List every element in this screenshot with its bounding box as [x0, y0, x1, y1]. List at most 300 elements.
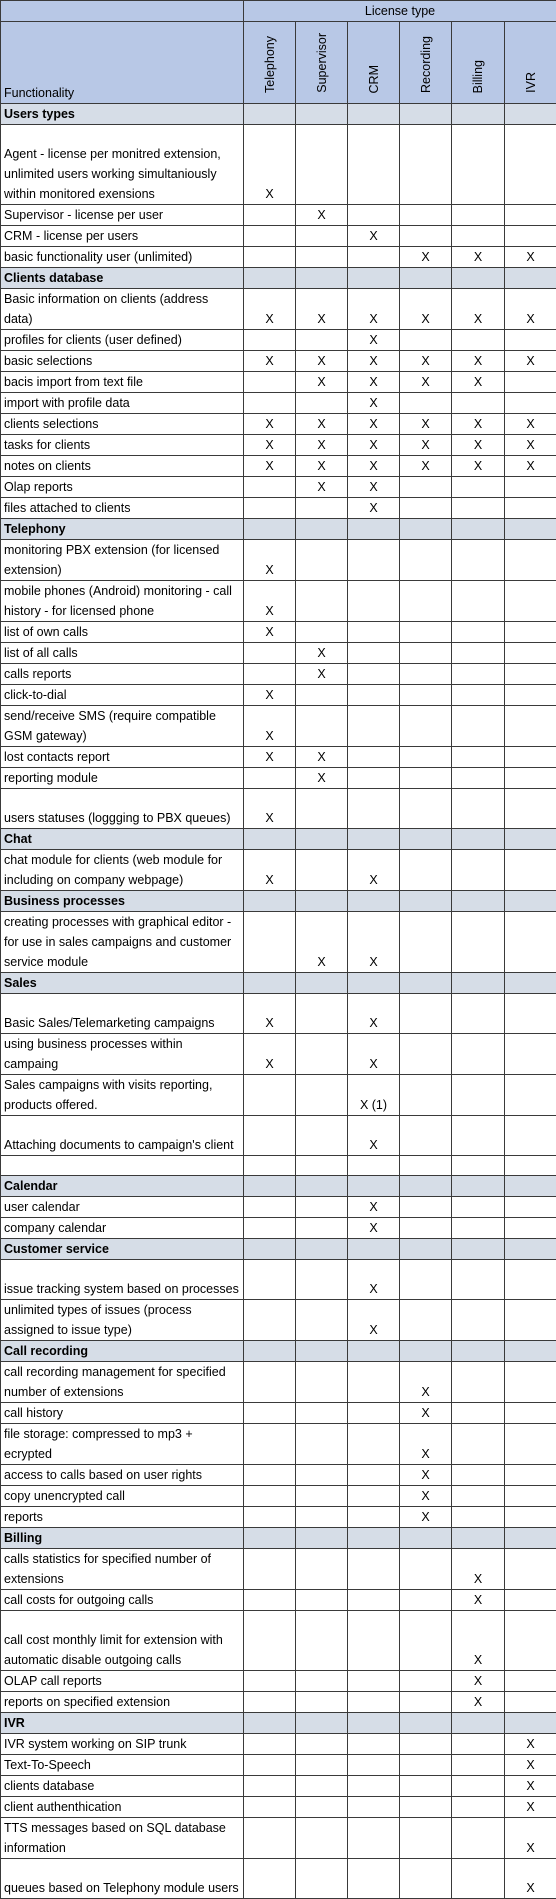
- feature-row: [1, 1549, 556, 1590]
- license-mark-crm: [348, 747, 400, 768]
- section-filler-cell: [244, 973, 296, 994]
- section-filler-cell: [452, 1528, 505, 1549]
- license-mark-telephony: X: [244, 289, 296, 330]
- feature-row: [1, 581, 556, 622]
- license-mark-recording: [400, 850, 452, 891]
- license-mark-telephony: [244, 1116, 296, 1156]
- license-mark-supervisor: X: [296, 351, 348, 372]
- license-mark-crm: X: [348, 1116, 400, 1156]
- license-mark-crm: [348, 1776, 400, 1797]
- license-mark-recording: [400, 1590, 452, 1611]
- license-mark-billing: [452, 1218, 505, 1239]
- license-mark-billing: X: [452, 351, 505, 372]
- license-mark-ivr: [505, 1465, 556, 1486]
- license-mark-crm: [348, 205, 400, 226]
- license-mark-billing: [452, 1116, 505, 1156]
- feature-row: [1, 1218, 556, 1239]
- section-filler-cell: [348, 973, 400, 994]
- license-mark-supervisor: [296, 1260, 348, 1300]
- license-mark-billing: [452, 850, 505, 891]
- feature-row: [1, 685, 556, 706]
- feature-label: clients database: [1, 1776, 244, 1797]
- license-mark-supervisor: [296, 1034, 348, 1075]
- section-filler-cell: [400, 1341, 452, 1362]
- section-filler-cell: [348, 1713, 400, 1734]
- license-mark-ivr: [505, 1671, 556, 1692]
- license-mark-telephony: X: [244, 435, 296, 456]
- section-title: Business processes: [1, 891, 244, 912]
- feature-row: [1, 994, 556, 1034]
- license-mark-telephony: X: [244, 1034, 296, 1075]
- feature-label: list of all calls: [1, 643, 244, 664]
- license-mark-telephony: [244, 226, 296, 247]
- feature-label: reports: [1, 1507, 244, 1528]
- license-mark-telephony: [244, 1549, 296, 1590]
- license-mark-crm: [348, 1507, 400, 1528]
- section-title: IVR: [1, 1713, 244, 1734]
- license-mark-telephony: [244, 477, 296, 498]
- license-mark-supervisor: [296, 226, 348, 247]
- license-mark-crm: X: [348, 1300, 400, 1341]
- feature-row: [1, 789, 556, 829]
- feature-label: call costs for outgoing calls: [1, 1590, 244, 1611]
- section-filler-cell: [244, 1713, 296, 1734]
- license-mark-crm: X: [348, 289, 400, 330]
- license-mark-supervisor: X: [296, 435, 348, 456]
- license-mark-crm: [348, 1465, 400, 1486]
- license-mark-telephony: [244, 1611, 296, 1671]
- license-mark-recording: [400, 540, 452, 581]
- license-mark-telephony: X: [244, 850, 296, 891]
- section-filler-cell: [244, 1528, 296, 1549]
- feature-label: Attaching documents to campaign's client: [1, 1116, 244, 1156]
- feature-row: [1, 1507, 556, 1528]
- section-filler-cell: [505, 1341, 556, 1362]
- section-title: Call recording: [1, 1341, 244, 1362]
- license-mark-ivr: [505, 226, 556, 247]
- license-mark-supervisor: X: [296, 205, 348, 226]
- feature-row: [1, 125, 556, 205]
- feature-label: notes on clients: [1, 456, 244, 477]
- feature-label: unlimited types of issues (process assigned to issue type): [1, 1300, 244, 1341]
- license-mark-crm: X: [348, 498, 400, 519]
- license-mark-billing: [452, 1776, 505, 1797]
- license-mark-billing: [452, 1424, 505, 1465]
- license-mark-billing: X: [452, 1590, 505, 1611]
- license-mark-supervisor: [296, 622, 348, 643]
- license-mark-billing: [452, 1260, 505, 1300]
- license-mark-supervisor: [296, 706, 348, 747]
- license-mark-billing: [452, 622, 505, 643]
- section-row: [1, 829, 556, 850]
- section-filler-cell: [348, 519, 400, 540]
- feature-row: [1, 330, 556, 351]
- license-mark-recording: [400, 1260, 452, 1300]
- license-mark-ivr: X: [505, 1755, 556, 1776]
- license-mark-billing: X: [452, 289, 505, 330]
- license-mark-supervisor: X: [296, 643, 348, 664]
- license-mark-ivr: [505, 1116, 556, 1156]
- license-mark-crm: [348, 664, 400, 685]
- license-mark-billing: [452, 498, 505, 519]
- feature-row: [1, 1075, 556, 1116]
- license-mark-crm: [348, 1755, 400, 1776]
- section-filler-cell: [348, 1239, 400, 1260]
- license-mark-crm: [348, 1403, 400, 1424]
- license-mark-telephony: [244, 1218, 296, 1239]
- feature-label: call recording management for specified number of extensions: [1, 1362, 244, 1403]
- license-mark-ivr: X: [505, 1818, 556, 1859]
- license-mark-billing: [452, 912, 505, 973]
- column-header-label: Telephony: [260, 34, 280, 97]
- feature-row: [1, 540, 556, 581]
- license-mark-supervisor: [296, 1734, 348, 1755]
- license-mark-telephony: X: [244, 125, 296, 205]
- column-header-supervisor: [296, 22, 348, 104]
- license-mark-telephony: [244, 1260, 296, 1300]
- feature-label: client authenthication: [1, 1797, 244, 1818]
- license-mark-recording: [400, 581, 452, 622]
- license-mark-billing: [452, 1755, 505, 1776]
- license-mark-recording: [400, 498, 452, 519]
- license-mark-recording: X: [400, 1424, 452, 1465]
- license-mark-telephony: [244, 643, 296, 664]
- license-mark-supervisor: [296, 1486, 348, 1507]
- feature-row: [1, 1465, 556, 1486]
- column-header-ivr: [505, 22, 556, 104]
- license-mark-crm: [348, 1549, 400, 1590]
- section-filler-cell: [452, 1239, 505, 1260]
- license-mark-crm: X: [348, 226, 400, 247]
- license-mark-telephony: X: [244, 414, 296, 435]
- license-mark-crm: [348, 1362, 400, 1403]
- feature-label: calls statistics for specified number of extensions: [1, 1549, 244, 1590]
- license-mark-billing: [452, 706, 505, 747]
- license-mark-ivr: [505, 1549, 556, 1590]
- license-mark-crm: [348, 1859, 400, 1899]
- section-filler-cell: [244, 1341, 296, 1362]
- feature-label: Sales campaigns with visits reporting, products offered.: [1, 1075, 244, 1116]
- feature-row: [1, 247, 556, 268]
- license-mark-supervisor: [296, 1859, 348, 1899]
- section-filler-cell: [505, 1528, 556, 1549]
- license-mark-recording: X: [400, 1403, 452, 1424]
- license-mark-recording: [400, 226, 452, 247]
- feature-label: call cost monthly limit for extension with automatic disable outgoing calls: [1, 1611, 244, 1671]
- license-mark-recording: [400, 1300, 452, 1341]
- license-mark-billing: X: [452, 1549, 505, 1590]
- feature-row: [1, 664, 556, 685]
- license-mark-recording: [400, 912, 452, 973]
- license-mark-ivr: [505, 1362, 556, 1403]
- license-mark-telephony: [244, 1818, 296, 1859]
- feature-label: Basic information on clients (address data): [1, 289, 244, 330]
- section-filler-cell: [400, 1239, 452, 1260]
- license-mark-ivr: [505, 330, 556, 351]
- license-mark-ivr: [505, 643, 556, 664]
- feature-row: [1, 435, 556, 456]
- feature-row: [1, 414, 556, 435]
- license-mark-supervisor: [296, 685, 348, 706]
- feature-row: [1, 456, 556, 477]
- license-mark-recording: X: [400, 414, 452, 435]
- license-mark-recording: [400, 1116, 452, 1156]
- license-mark-telephony: [244, 498, 296, 519]
- feature-label: access to calls based on user rights: [1, 1465, 244, 1486]
- license-mark-ivr: X: [505, 247, 556, 268]
- license-mark-telephony: X: [244, 685, 296, 706]
- license-mark-recording: [400, 393, 452, 414]
- feature-row: [1, 1776, 556, 1797]
- license-mark-crm: [348, 540, 400, 581]
- license-mark-ivr: [505, 581, 556, 622]
- feature-row: [1, 1424, 556, 1465]
- license-mark-supervisor: X: [296, 414, 348, 435]
- license-mark-supervisor: [296, 393, 348, 414]
- section-filler-cell: [452, 973, 505, 994]
- feature-label: company calendar: [1, 1218, 244, 1239]
- license-mark-telephony: [244, 205, 296, 226]
- license-mark-supervisor: X: [296, 372, 348, 393]
- feature-label: Agent - license per monitred extension, unlimited users working simultaniously within monitored exensions: [1, 125, 244, 205]
- feature-label: reports on specified extension: [1, 1692, 244, 1713]
- section-filler-cell: [296, 268, 348, 289]
- license-mark-crm: [348, 1611, 400, 1671]
- license-mark-ivr: [505, 1197, 556, 1218]
- section-row: [1, 1341, 556, 1362]
- section-row: [1, 891, 556, 912]
- feature-label: file storage: compressed to mp3 + ecrypted: [1, 1424, 244, 1465]
- license-mark-crm: [348, 125, 400, 205]
- license-mark-billing: [452, 1075, 505, 1116]
- section-filler-cell: [400, 1176, 452, 1197]
- section-filler-cell: [348, 1528, 400, 1549]
- license-mark-telephony: [244, 912, 296, 973]
- license-mark-recording: [400, 125, 452, 205]
- license-mark-ivr: [505, 1486, 556, 1507]
- license-mark-recording: X: [400, 351, 452, 372]
- license-mark-billing: [452, 994, 505, 1034]
- license-mark-ivr: [505, 622, 556, 643]
- feature-label: clients selections: [1, 414, 244, 435]
- feature-row: [1, 1671, 556, 1692]
- license-mark-ivr: [505, 1034, 556, 1075]
- license-mark-recording: [400, 1797, 452, 1818]
- license-mark-ivr: [505, 850, 556, 891]
- feature-label: mobile phones (Android) monitoring - call history - for licensed phone: [1, 581, 244, 622]
- license-mark-crm: [348, 768, 400, 789]
- section-filler-cell: [296, 1713, 348, 1734]
- license-mark-crm: X: [348, 1260, 400, 1300]
- license-mark-ivr: X: [505, 1734, 556, 1755]
- license-mark-recording: [400, 664, 452, 685]
- section-filler-cell: [452, 1341, 505, 1362]
- license-mark-supervisor: [296, 1776, 348, 1797]
- license-mark-crm: X: [348, 1034, 400, 1075]
- feature-label: call history: [1, 1403, 244, 1424]
- feature-label: TTS messages based on SQL database information: [1, 1818, 244, 1859]
- section-filler-cell: [400, 519, 452, 540]
- license-mark-billing: [452, 747, 505, 768]
- license-mark-supervisor: [296, 850, 348, 891]
- license-mark-crm: X: [348, 414, 400, 435]
- license-mark-supervisor: [296, 1197, 348, 1218]
- feature-label: creating processes with graphical editor - for use in sales campaigns and customer service module: [1, 912, 244, 973]
- feature-row: [1, 1197, 556, 1218]
- license-mark-billing: X: [452, 1671, 505, 1692]
- license-mark-recording: [400, 1818, 452, 1859]
- license-mark-supervisor: [296, 1692, 348, 1713]
- feature-row: [1, 850, 556, 891]
- section-filler-cell: [296, 519, 348, 540]
- section-row: [1, 268, 556, 289]
- license-mark-supervisor: [296, 1611, 348, 1671]
- feature-label: users statuses (loggging to PBX queues): [1, 789, 244, 829]
- license-mark-billing: X: [452, 456, 505, 477]
- section-filler-cell: [348, 1341, 400, 1362]
- license-mark-ivr: [505, 1611, 556, 1671]
- license-mark-recording: [400, 1156, 452, 1176]
- license-mark-recording: [400, 706, 452, 747]
- feature-label: user calendar: [1, 1197, 244, 1218]
- license-mark-recording: [400, 477, 452, 498]
- column-header-label: Supervisor: [312, 31, 332, 97]
- license-mark-recording: X: [400, 1486, 452, 1507]
- license-mark-supervisor: [296, 1755, 348, 1776]
- license-mark-crm: [348, 1156, 400, 1176]
- license-mark-billing: [452, 330, 505, 351]
- license-mark-telephony: [244, 1403, 296, 1424]
- section-filler-cell: [296, 104, 348, 125]
- license-mark-recording: [400, 1692, 452, 1713]
- feature-row: [1, 747, 556, 768]
- license-mark-supervisor: X: [296, 747, 348, 768]
- feature-row: [1, 1362, 556, 1403]
- license-mark-ivr: [505, 747, 556, 768]
- license-mark-supervisor: [296, 1218, 348, 1239]
- license-mark-recording: [400, 205, 452, 226]
- license-mark-ivr: [505, 125, 556, 205]
- license-mark-crm: X: [348, 850, 400, 891]
- license-mark-ivr: [505, 477, 556, 498]
- license-mark-telephony: X: [244, 351, 296, 372]
- feature-row: [1, 912, 556, 973]
- license-mark-ivr: [505, 1424, 556, 1465]
- license-mark-supervisor: [296, 1818, 348, 1859]
- license-mark-supervisor: [296, 330, 348, 351]
- license-mark-billing: X: [452, 435, 505, 456]
- license-mark-billing: [452, 1797, 505, 1818]
- license-mark-recording: [400, 1776, 452, 1797]
- license-mark-telephony: [244, 1300, 296, 1341]
- section-title: Chat: [1, 829, 244, 850]
- license-mark-recording: [400, 643, 452, 664]
- license-mark-ivr: [505, 1300, 556, 1341]
- license-mark-supervisor: [296, 1156, 348, 1176]
- column-header-label: IVR: [521, 70, 541, 97]
- license-mark-supervisor: [296, 1465, 348, 1486]
- section-filler-cell: [244, 829, 296, 850]
- section-filler-cell: [505, 973, 556, 994]
- feature-row: [1, 1859, 556, 1899]
- license-mark-supervisor: X: [296, 456, 348, 477]
- license-mark-crm: [348, 706, 400, 747]
- license-mark-billing: X: [452, 1692, 505, 1713]
- section-filler-cell: [244, 519, 296, 540]
- license-mark-recording: [400, 1859, 452, 1899]
- section-filler-cell: [348, 829, 400, 850]
- license-mark-recording: X: [400, 1507, 452, 1528]
- section-filler-cell: [348, 268, 400, 289]
- section-filler-cell: [505, 829, 556, 850]
- license-mark-recording: X: [400, 456, 452, 477]
- license-mark-billing: [452, 205, 505, 226]
- license-mark-telephony: [244, 664, 296, 685]
- license-mark-crm: [348, 1590, 400, 1611]
- license-mark-billing: [452, 768, 505, 789]
- section-filler-cell: [348, 104, 400, 125]
- column-header-crm: [348, 22, 400, 104]
- section-filler-cell: [296, 1176, 348, 1197]
- section-filler-cell: [244, 104, 296, 125]
- section-filler-cell: [505, 519, 556, 540]
- section-title: Telephony: [1, 519, 244, 540]
- feature-row: [1, 1611, 556, 1671]
- license-mark-crm: X: [348, 1197, 400, 1218]
- license-mark-telephony: [244, 372, 296, 393]
- license-mark-ivr: [505, 789, 556, 829]
- license-mark-billing: [452, 1034, 505, 1075]
- license-mark-ivr: [505, 1507, 556, 1528]
- license-mark-crm: X: [348, 435, 400, 456]
- license-mark-ivr: [505, 540, 556, 581]
- section-title: Calendar: [1, 1176, 244, 1197]
- license-mark-telephony: [244, 1692, 296, 1713]
- license-mark-recording: [400, 1549, 452, 1590]
- license-mark-billing: [452, 1156, 505, 1176]
- license-mark-crm: [348, 247, 400, 268]
- license-mark-ivr: X: [505, 1797, 556, 1818]
- column-header-billing: [452, 22, 505, 104]
- license-mark-billing: [452, 1403, 505, 1424]
- license-mark-ivr: X: [505, 435, 556, 456]
- license-mark-ivr: [505, 912, 556, 973]
- feature-row: [1, 1156, 556, 1176]
- license-mark-supervisor: [296, 1797, 348, 1818]
- license-mark-recording: [400, 1075, 452, 1116]
- section-filler-cell: [505, 891, 556, 912]
- license-mark-ivr: X: [505, 1776, 556, 1797]
- section-filler-cell: [505, 268, 556, 289]
- license-mark-crm: [348, 789, 400, 829]
- section-filler-cell: [296, 891, 348, 912]
- feature-row: [1, 477, 556, 498]
- license-mark-telephony: [244, 1156, 296, 1176]
- license-mark-recording: [400, 994, 452, 1034]
- section-title: Sales: [1, 973, 244, 994]
- section-filler-cell: [452, 519, 505, 540]
- license-mark-crm: [348, 1486, 400, 1507]
- license-mark-telephony: [244, 1197, 296, 1218]
- section-filler-cell: [296, 973, 348, 994]
- license-mark-ivr: [505, 685, 556, 706]
- license-mark-recording: [400, 1034, 452, 1075]
- section-filler-cell: [296, 1528, 348, 1549]
- license-mark-crm: X: [348, 912, 400, 973]
- feature-label: Basic Sales/Telemarketing campaigns: [1, 994, 244, 1034]
- license-mark-supervisor: [296, 498, 348, 519]
- feature-row: [1, 205, 556, 226]
